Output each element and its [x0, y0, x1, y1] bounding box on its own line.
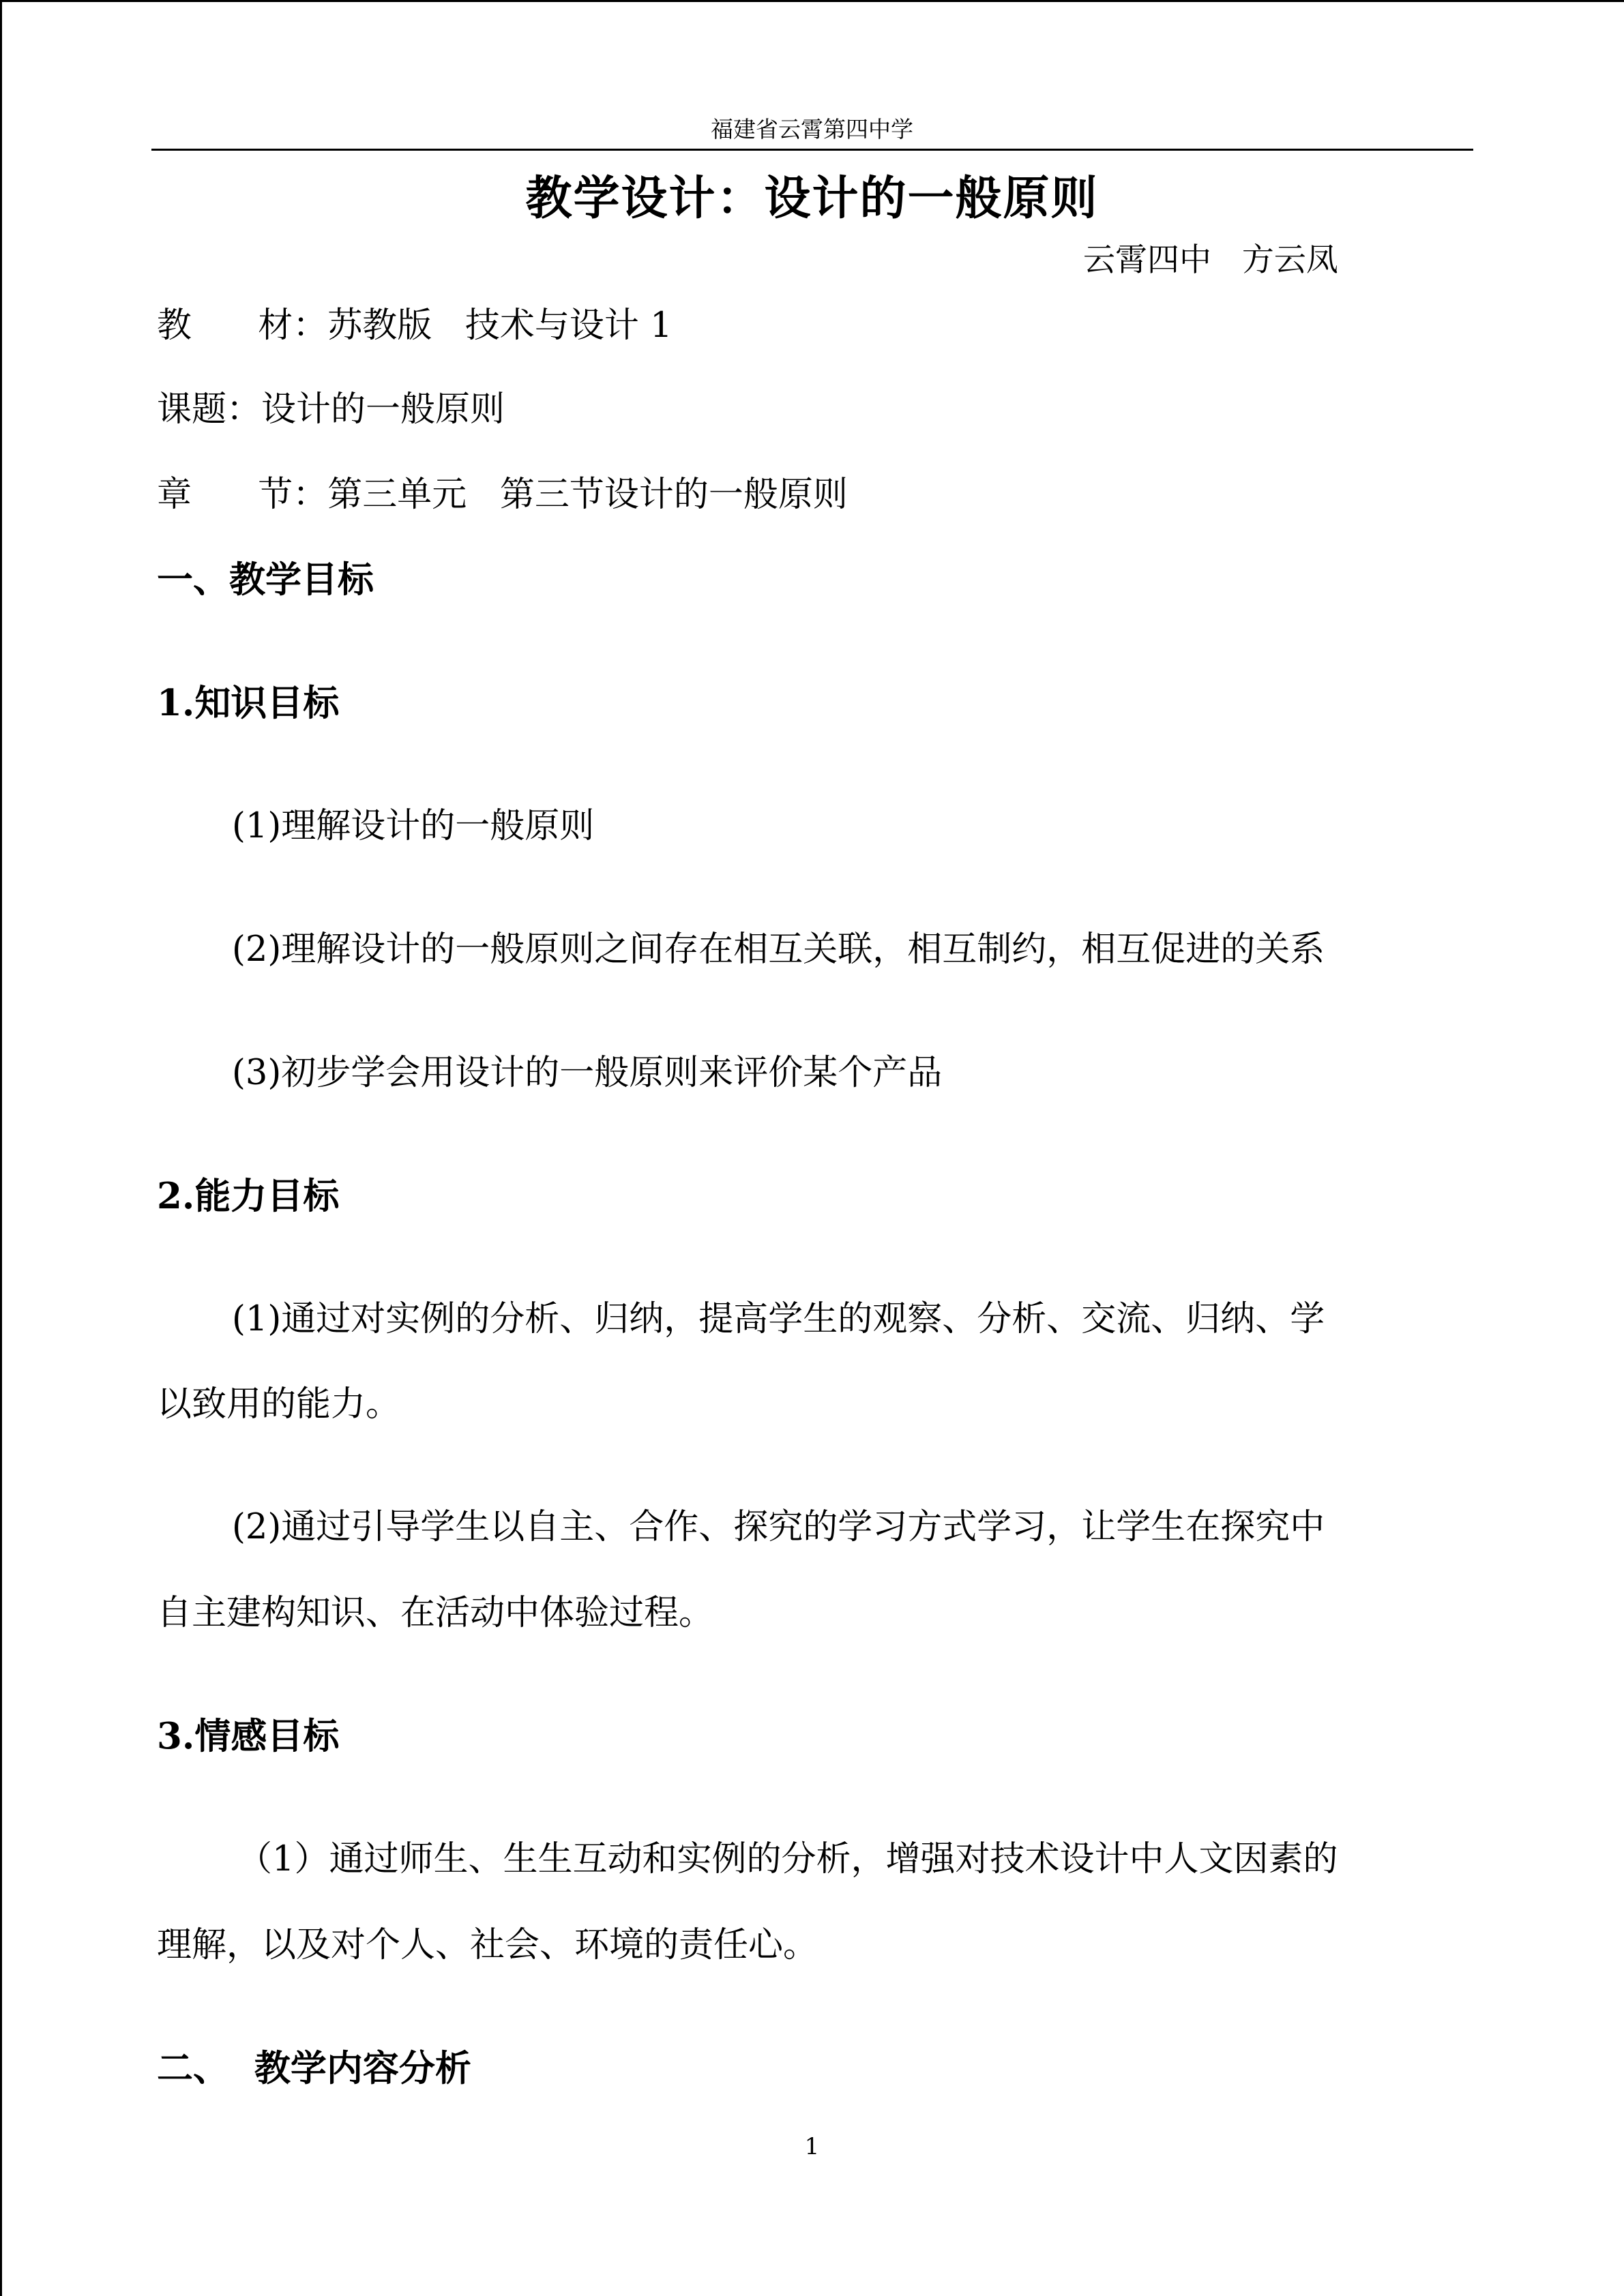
running-header: 福建省云霄第四中学	[711, 116, 913, 143]
subheading-knowledge: 1.知识目标	[157, 682, 340, 724]
page-border-left	[0, 0, 2, 2296]
header-rule	[151, 149, 1473, 151]
knowledge-item-2: (2)理解设计的一般原则之间存在相互关联，相互制约，相互促进的关系	[232, 929, 1325, 970]
chapter-line: 章 节：第三单元 第三节设计的一般原则	[157, 475, 848, 515]
knowledge-item-3: (3)初步学会用设计的一般原则来评价某个产品	[232, 1053, 943, 1093]
topic-line: 课题：设计的一般原则	[157, 389, 505, 430]
knowledge-item-1: (1)理解设计的一般原则	[232, 806, 595, 846]
document-title: 教学设计：设计的一般原则	[525, 171, 1099, 226]
subheading-emotion: 3.情感目标	[157, 1715, 340, 1757]
ability-item-2-line-2: 自主建构知识、在活动中体验过程。	[157, 1593, 714, 1633]
section-heading-objectives: 一、教学目标	[157, 558, 374, 601]
section-heading-content-analysis: 二、 教学内容分析	[157, 2047, 471, 2089]
emotion-item-1-line-2: 理解，以及对个人、社会、环境的责任心。	[157, 1925, 818, 1965]
page-border-top	[0, 0, 1624, 2]
emotion-item-1-line-1: （1）通过师生、生生互动和实例的分析，增强对技术设计中人文因素的	[237, 1839, 1338, 1879]
ability-item-1-line-2: 以致用的能力。	[157, 1384, 401, 1425]
ability-item-1-line-1: (1)通过对实例的分析、归纳，提高学生的观察、分析、交流、归纳、学	[232, 1299, 1325, 1339]
subheading-ability: 2.能力目标	[157, 1175, 340, 1217]
material-line: 教 材：苏教版 技术与设计 1	[157, 305, 673, 346]
page-number: 1	[804, 2133, 820, 2160]
author-line: 云霄四中 方云凤	[1083, 241, 1338, 279]
ability-item-2-line-1: (2)通过引导学生以自主、合作、探究的学习方式学习，让学生在探究中	[232, 1507, 1325, 1547]
